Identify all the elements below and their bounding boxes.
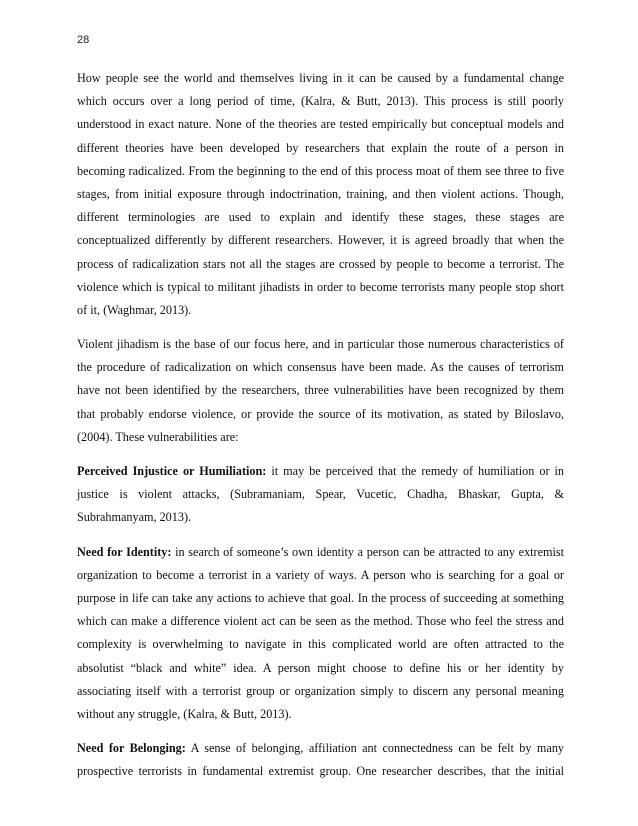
paragraph-violent-jihadism	[77, 333, 564, 449]
text-line: How people see the world and themselves living in it can be caused by a fundamental change	[77, 71, 564, 85]
text-line: of it, (Waghmar, 2013).	[77, 302, 192, 317]
section-heading: Need for Identity:	[77, 544, 172, 559]
text-line: complexity is overwhelming to navigate in this complicated world are often attracted to the	[77, 637, 564, 652]
text-line: have not been identified by the researchers, three vulnerabilities have been recognized by them	[77, 383, 564, 398]
text-line: purpose in life can take any actions to achieve that goal. In the process of succeeding at something	[77, 590, 564, 605]
paragraph-radicalization-process	[77, 67, 564, 322]
body-text	[77, 67, 564, 794]
text-line: understood in exact nature. None of the theories are tested empirically but conceptual models and	[77, 117, 564, 132]
text-line: which can make a difference violent act can be seen as the method. Those who feel the stress and	[77, 614, 564, 629]
section-heading: Need for Belonging:	[77, 741, 186, 756]
text-line	[77, 541, 564, 564]
paragraph-perceived-injustice	[77, 460, 564, 530]
text-line: justice is violent attacks, (Subramaniam, Spear, Vucetic, Chadha, Bhaskar, Gupta, &	[77, 487, 564, 502]
text-line: conceptualized differently by different researchers. However, it is agreed broadly that when the	[77, 233, 564, 248]
heading-line-text: in search of someone’s own identity a person can be attracted to any extremist	[175, 544, 565, 559]
text-line: without any struggle, (Kalra, & Butt, 2013).	[77, 706, 292, 721]
text-line: Violent jihadism is the base of our focus here, and in particular those numerous characteristics of	[77, 337, 564, 352]
paragraph-need-for-belonging	[77, 737, 564, 783]
text-line: stages, from initial exposure through indoctrination, training, and then violent actions. Though,	[77, 186, 564, 201]
page-number: 28	[77, 34, 90, 46]
text-line: process of radicalization stars not all the stages are crossed by people to become a terrorist. The	[77, 256, 564, 271]
text-line: different theories have been developed by researchers that explain the route of a person in	[77, 140, 564, 155]
text-line	[77, 737, 564, 760]
heading-line-text: A sense of belonging, affiliation ant connectedness can be felt by many	[190, 741, 565, 756]
heading-line-text: it may be perceived that the remedy of humiliation or in	[271, 464, 565, 478]
text-line: organization to become a terrorist in a variety of ways. A person who is searching for a goal or	[77, 567, 564, 582]
text-line: absolutist “black and white” idea. A person might choose to define his or her identity by	[77, 660, 564, 675]
text-line: becoming radicalized. From the beginning to the end of this process moat of them see three to five	[77, 163, 564, 178]
text-line: associating itself with a terrorist group or organization simply to discern any personal meaning	[77, 683, 564, 698]
section-heading: Perceived Injustice or Humiliation:	[77, 464, 267, 478]
text-line: prospective terrorists in fundamental extremist group. One researcher describes, that the initial	[77, 764, 564, 779]
text-line: which occurs over a long period of time, (Kalra, & Butt, 2013). This process is still poorly	[77, 94, 564, 109]
text-line: different terminologies are used to explain and identify these stages, these stages are	[77, 210, 564, 225]
paragraph-need-for-identity	[77, 541, 564, 727]
text-line: violence which is typical to militant jihadists in order to become terrorists many people stop short	[77, 279, 564, 294]
text-line	[77, 460, 564, 483]
text-line: Subrahmanyam, 2013).	[77, 510, 192, 525]
text-line: (2004). These vulnerabilities are:	[77, 429, 239, 444]
text-line: that probably endorse violence, or provide the source of its motivation, as stated by Biloslavo,	[77, 406, 564, 421]
text-line: the procedure of radicalization on which consensus have been made. As the causes of terrorism	[77, 360, 564, 375]
